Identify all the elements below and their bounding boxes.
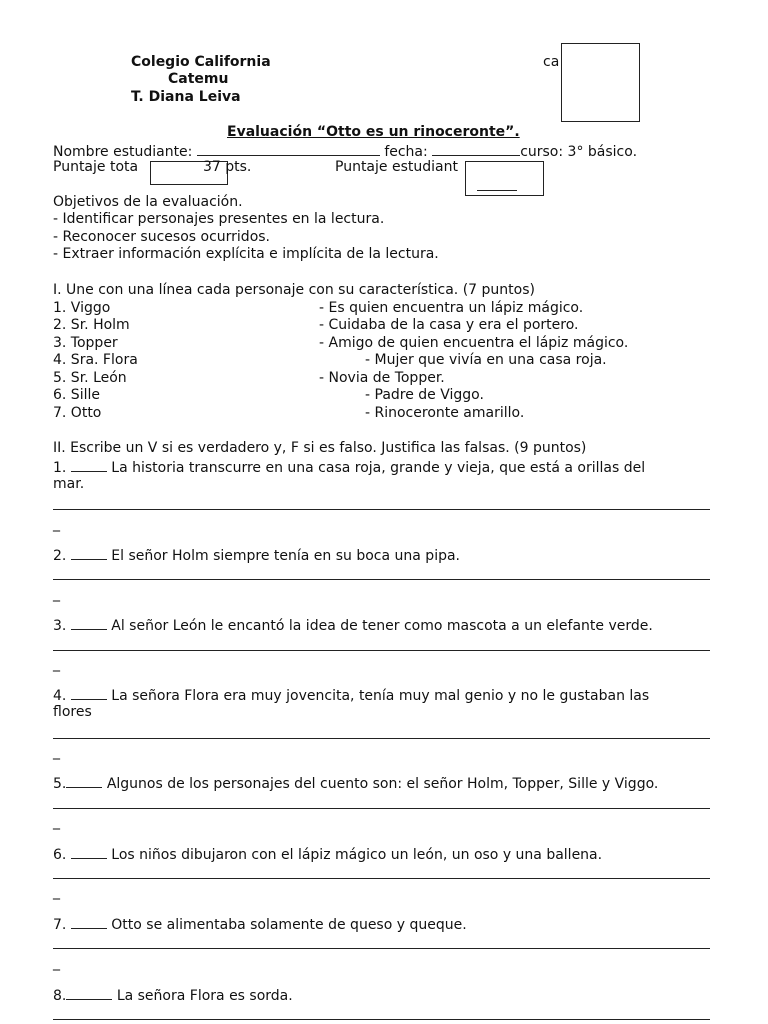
question-text: El señor Holm siempre tenía en su boca una pipa. (111, 548, 461, 564)
justification-line[interactable] (53, 509, 710, 510)
justification-line[interactable] (53, 579, 710, 580)
trait-item[interactable]: - Rinoceronte amarillo. (365, 405, 525, 421)
question-text: La historia transcurre en una casa roja, grande y vieja, que está a orillas del (111, 460, 646, 476)
dash-mark: _ (53, 656, 60, 672)
dash-mark: _ (53, 955, 60, 971)
justification-line[interactable] (53, 808, 710, 809)
question-number: 5. (53, 776, 67, 792)
question-number: 6. (53, 847, 67, 863)
date-blank[interactable] (432, 141, 520, 156)
character-item[interactable]: 6. Sille (53, 387, 100, 403)
question-row (53, 616, 653, 635)
objective-item: - Identificar personajes presentes en la lectura. (53, 211, 385, 227)
character-item[interactable]: 4. Sra. Flora (53, 352, 138, 368)
header-right-label: ca (543, 54, 560, 70)
question-text: La señora Flora es sorda. (116, 988, 293, 1004)
question-row (53, 915, 467, 934)
answer-blank[interactable] (71, 915, 107, 929)
justification-line[interactable] (53, 650, 710, 651)
answer-blank[interactable] (66, 986, 112, 1000)
question-text-cont: mar. (53, 476, 85, 492)
question-row (53, 986, 293, 1005)
score-student-label: Puntaje estudiant (335, 159, 458, 175)
objective-item: - Extraer información explícita e implícita de la lectura. (53, 246, 439, 262)
question-row (53, 686, 649, 705)
character-item[interactable]: 7. Otto (53, 405, 102, 421)
question-number: 2. (53, 548, 67, 564)
student-info-line (53, 141, 637, 161)
character-item[interactable]: 3. Topper (53, 335, 118, 351)
character-item[interactable]: 1. Viggo (53, 300, 111, 316)
student-score-underline (477, 190, 517, 191)
score-total-label: Puntaje tota (53, 159, 139, 175)
trait-item[interactable]: - Padre de Viggo. (365, 387, 484, 403)
question-row (53, 774, 658, 793)
character-item[interactable]: 2. Sr. Holm (53, 317, 130, 333)
dash-mark: _ (53, 814, 60, 830)
trait-item[interactable]: - Cuidaba de la casa y era el portero. (319, 317, 579, 333)
page-title: Evaluación “Otto es un rinoceronte”. (227, 124, 520, 140)
answer-blank[interactable] (71, 845, 107, 859)
section2-heading: II. Escribe un V si es verdadero y, F si es falso. Justifica las falsas. (9 puntos) (53, 440, 587, 456)
name-label: Nombre estudiante: (53, 144, 193, 160)
question-number: 1. (53, 460, 67, 476)
question-row (53, 845, 602, 864)
question-number: 7. (53, 917, 67, 933)
question-number: 3. (53, 618, 67, 634)
question-text: Otto se alimentaba solamente de queso y queque. (111, 917, 467, 933)
justification-line[interactable] (53, 738, 710, 739)
question-text: Los niños dibujaron con el lápiz mágico un león, un oso y una ballena. (111, 847, 603, 863)
score-total-value: 37 pts. (203, 159, 252, 175)
dash-mark: _ (53, 586, 60, 602)
trait-item[interactable]: - Mujer que vivía en una casa roja. (365, 352, 607, 368)
course-label: curso: 3° básico. (520, 144, 638, 160)
justification-line[interactable] (53, 1019, 710, 1020)
character-item[interactable]: 5. Sr. León (53, 370, 127, 386)
objective-item: - Reconocer sucesos ocurridos. (53, 229, 270, 245)
school-name: Colegio California (131, 54, 271, 70)
dash-mark: _ (53, 744, 60, 760)
date-label: fecha: (384, 144, 428, 160)
section1-heading: I. Une con una línea cada personaje con su característica. (7 puntos) (53, 282, 535, 298)
objectives-heading: Objetivos de la evaluación. (53, 194, 243, 210)
name-blank[interactable] (197, 141, 380, 156)
question-number: 4. (53, 688, 67, 704)
justification-line[interactable] (53, 948, 710, 949)
question-text: Al señor León le encantó la idea de tener como mascota a un elefante verde. (111, 618, 653, 634)
question-row (53, 458, 645, 477)
question-text: Algunos de los personajes del cuento son: el señor Holm, Topper, Sille y Viggo. (106, 776, 659, 792)
answer-blank[interactable] (71, 546, 107, 560)
answer-blank[interactable] (71, 616, 107, 630)
dash-mark: _ (53, 516, 60, 532)
question-row (53, 546, 460, 565)
teacher-name: T. Diana Leiva (131, 89, 241, 105)
dash-mark: _ (53, 884, 60, 900)
answer-blank[interactable] (71, 686, 107, 700)
justification-line[interactable] (53, 878, 710, 879)
question-text: La señora Flora era muy jovencita, tenía muy mal genio y no le gustaban las (111, 688, 650, 704)
answer-blank[interactable] (71, 458, 107, 472)
answer-blank[interactable] (66, 774, 102, 788)
question-text-cont: flores (53, 704, 92, 720)
question-number: 8. (53, 988, 67, 1004)
grade-box (561, 43, 640, 122)
school-city: Catemu (168, 71, 229, 87)
trait-item[interactable]: - Novia de Topper. (319, 370, 445, 386)
trait-item[interactable]: - Amigo de quien encuentra el lápiz mágico. (319, 335, 629, 351)
trait-item[interactable]: - Es quien encuentra un lápiz mágico. (319, 300, 584, 316)
